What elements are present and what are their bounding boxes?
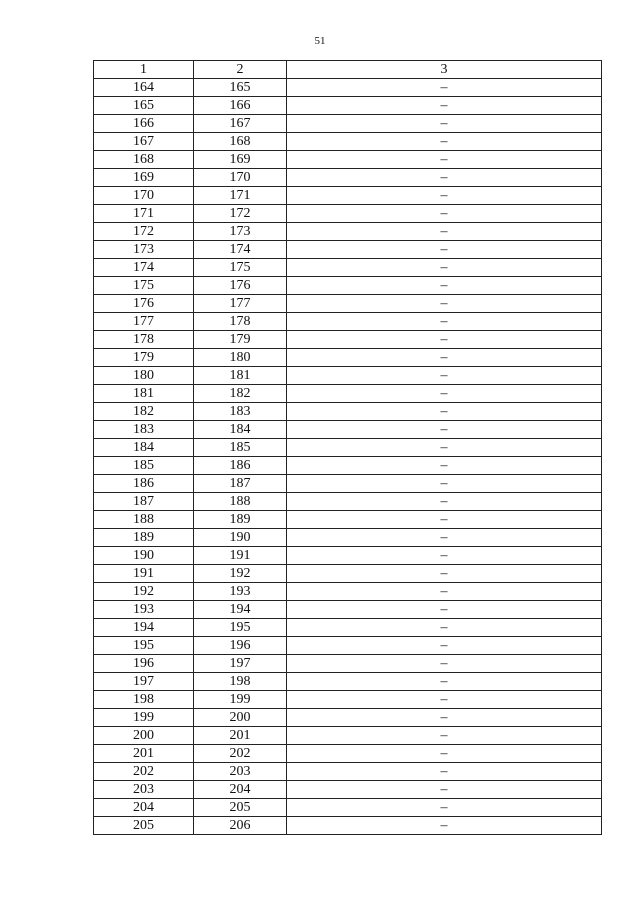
table-cell-col-1: 191 [94,565,194,583]
table-row [94,421,602,439]
table-cell-col-1: 185 [94,457,194,475]
table-row [94,799,602,817]
column-header-1: 1 [94,61,194,79]
table-row [94,169,602,187]
table-cell-col-1: 205 [94,817,194,835]
table-cell-col-2: 179 [194,331,287,349]
table-cell-col-2: 194 [194,601,287,619]
table-cell-col-1: 168 [94,151,194,169]
table-cell-col-3: – [287,403,602,421]
table-row [94,475,602,493]
column-header-2: 2 [194,61,287,79]
table-row [94,97,602,115]
table-cell-col-2: 187 [194,475,287,493]
table-cell-col-3: – [287,583,602,601]
table-cell-col-1: 188 [94,511,194,529]
table-cell-col-3: – [287,457,602,475]
table-cell-col-1: 187 [94,493,194,511]
table-cell-col-1: 170 [94,187,194,205]
table-cell-col-3: – [287,169,602,187]
table-row [94,529,602,547]
table-cell-col-3: – [287,799,602,817]
table-cell-col-3: – [287,709,602,727]
table-row [94,277,602,295]
table-row [94,727,602,745]
table-cell-col-1: 198 [94,691,194,709]
table-row [94,619,602,637]
table-cell-col-1: 164 [94,79,194,97]
table-row [94,79,602,97]
table-row [94,259,602,277]
table-cell-col-2: 205 [194,799,287,817]
table-cell-col-2: 206 [194,817,287,835]
table-cell-col-3: – [287,565,602,583]
table-cell-col-3: – [287,259,602,277]
table-cell-col-1: 174 [94,259,194,277]
table-cell-col-1: 204 [94,799,194,817]
table-cell-col-2: 175 [194,259,287,277]
table-cell-col-1: 175 [94,277,194,295]
table-cell-col-2: 180 [194,349,287,367]
table-row [94,295,602,313]
table-cell-col-2: 171 [194,187,287,205]
table-cell-col-2: 181 [194,367,287,385]
table-cell-col-3: – [287,97,602,115]
table-row [94,709,602,727]
table-cell-col-3: – [287,367,602,385]
table-row [94,223,602,241]
table-cell-col-3: – [287,745,602,763]
table-row [94,367,602,385]
table-row [94,439,602,457]
table-cell-col-1: 176 [94,295,194,313]
table-cell-col-3: – [287,817,602,835]
table-cell-col-3: – [287,763,602,781]
table-cell-col-2: 192 [194,565,287,583]
table-cell-col-3: – [287,331,602,349]
table-cell-col-2: 166 [194,97,287,115]
table-row [94,493,602,511]
table-cell-col-1: 202 [94,763,194,781]
table-cell-col-2: 167 [194,115,287,133]
table-row [94,187,602,205]
table-cell-col-1: 197 [94,673,194,691]
table-cell-col-1: 177 [94,313,194,331]
table-row [94,547,602,565]
table-cell-col-2: 176 [194,277,287,295]
table-cell-col-2: 198 [194,673,287,691]
table-header [94,61,602,79]
table-cell-col-2: 182 [194,385,287,403]
table-row [94,745,602,763]
table-row [94,115,602,133]
table-cell-col-2: 190 [194,529,287,547]
table-row [94,205,602,223]
table-cell-col-3: – [287,781,602,799]
table-cell-col-3: – [287,691,602,709]
table-cell-col-1: 166 [94,115,194,133]
table-cell-col-2: 195 [194,619,287,637]
table-row [94,331,602,349]
table-cell-col-1: 181 [94,385,194,403]
table-cell-col-2: 197 [194,655,287,673]
table-cell-col-3: – [287,133,602,151]
table-row [94,403,602,421]
table-cell-col-3: – [287,241,602,259]
table-row [94,763,602,781]
table-cell-col-2: 200 [194,709,287,727]
table-cell-col-1: 194 [94,619,194,637]
column-header-3: 3 [287,61,602,79]
table-cell-col-2: 186 [194,457,287,475]
table-cell-col-3: – [287,439,602,457]
table-row [94,151,602,169]
data-table [93,60,602,835]
table-cell-col-1: 171 [94,205,194,223]
table-cell-col-1: 173 [94,241,194,259]
table-cell-col-1: 200 [94,727,194,745]
table-cell-col-3: – [287,619,602,637]
table-row [94,781,602,799]
table-cell-col-3: – [287,727,602,745]
table-cell-col-2: 188 [194,493,287,511]
page-number: 51 [314,35,326,47]
table-cell-col-3: – [287,547,602,565]
table-cell-col-2: 170 [194,169,287,187]
table-cell-col-3: – [287,655,602,673]
table-row [94,691,602,709]
table-row [94,817,602,835]
table-row [94,133,602,151]
table-cell-col-3: – [287,277,602,295]
table-cell-col-3: – [287,385,602,403]
table-cell-col-1: 192 [94,583,194,601]
table-cell-col-1: 189 [94,529,194,547]
table-cell-col-1: 184 [94,439,194,457]
table-cell-col-1: 172 [94,223,194,241]
table-cell-col-3: – [287,349,602,367]
table-cell-col-1: 165 [94,97,194,115]
table-row [94,349,602,367]
table-cell-col-3: – [287,79,602,97]
table-cell-col-3: – [287,601,602,619]
table-cell-col-3: – [287,421,602,439]
table-cell-col-2: 189 [194,511,287,529]
table-cell-col-1: 179 [94,349,194,367]
table-cell-col-2: 196 [194,637,287,655]
table-row [94,565,602,583]
table-cell-col-1: 201 [94,745,194,763]
table-cell-col-2: 203 [194,763,287,781]
table-cell-col-2: 191 [194,547,287,565]
table-cell-col-2: 184 [194,421,287,439]
table-cell-col-2: 204 [194,781,287,799]
table-cell-col-2: 193 [194,583,287,601]
table-cell-col-3: – [287,187,602,205]
table-cell-col-1: 193 [94,601,194,619]
table-cell-col-2: 185 [194,439,287,457]
table-cell-col-1: 178 [94,331,194,349]
table-cell-col-2: 173 [194,223,287,241]
table-cell-col-3: – [287,637,602,655]
table-cell-col-1: 195 [94,637,194,655]
table-row [94,601,602,619]
table-row [94,637,602,655]
table-cell-col-3: – [287,673,602,691]
table-cell-col-1: 167 [94,133,194,151]
table-cell-col-3: – [287,493,602,511]
table-row [94,313,602,331]
table-cell-col-2: 201 [194,727,287,745]
table-cell-col-2: 168 [194,133,287,151]
table-cell-col-3: – [287,115,602,133]
table-cell-col-2: 169 [194,151,287,169]
table-cell-col-2: 178 [194,313,287,331]
table-cell-col-1: 199 [94,709,194,727]
table-row [94,583,602,601]
table-cell-col-3: – [287,313,602,331]
table-cell-col-2: 199 [194,691,287,709]
table-row [94,673,602,691]
table-cell-col-2: 165 [194,79,287,97]
table-cell-col-1: 203 [94,781,194,799]
table-row [94,241,602,259]
table-cell-col-1: 180 [94,367,194,385]
table-cell-col-2: 202 [194,745,287,763]
table-row [94,457,602,475]
table-cell-col-2: 172 [194,205,287,223]
table-cell-col-2: 174 [194,241,287,259]
table-cell-col-3: – [287,223,602,241]
table-cell-col-3: – [287,529,602,547]
table-cell-col-3: – [287,205,602,223]
table-row [94,511,602,529]
table-body [94,79,602,835]
table-cell-col-1: 190 [94,547,194,565]
table-row [94,385,602,403]
table-row [94,655,602,673]
table-cell-col-3: – [287,475,602,493]
table-header-row [94,61,602,79]
table-cell-col-2: 177 [194,295,287,313]
table-cell-col-2: 183 [194,403,287,421]
table-cell-col-1: 183 [94,421,194,439]
table-cell-col-1: 169 [94,169,194,187]
table-cell-col-3: – [287,151,602,169]
table-cell-col-3: – [287,511,602,529]
table-cell-col-1: 182 [94,403,194,421]
table-cell-col-1: 196 [94,655,194,673]
table-cell-col-1: 186 [94,475,194,493]
table-cell-col-3: – [287,295,602,313]
